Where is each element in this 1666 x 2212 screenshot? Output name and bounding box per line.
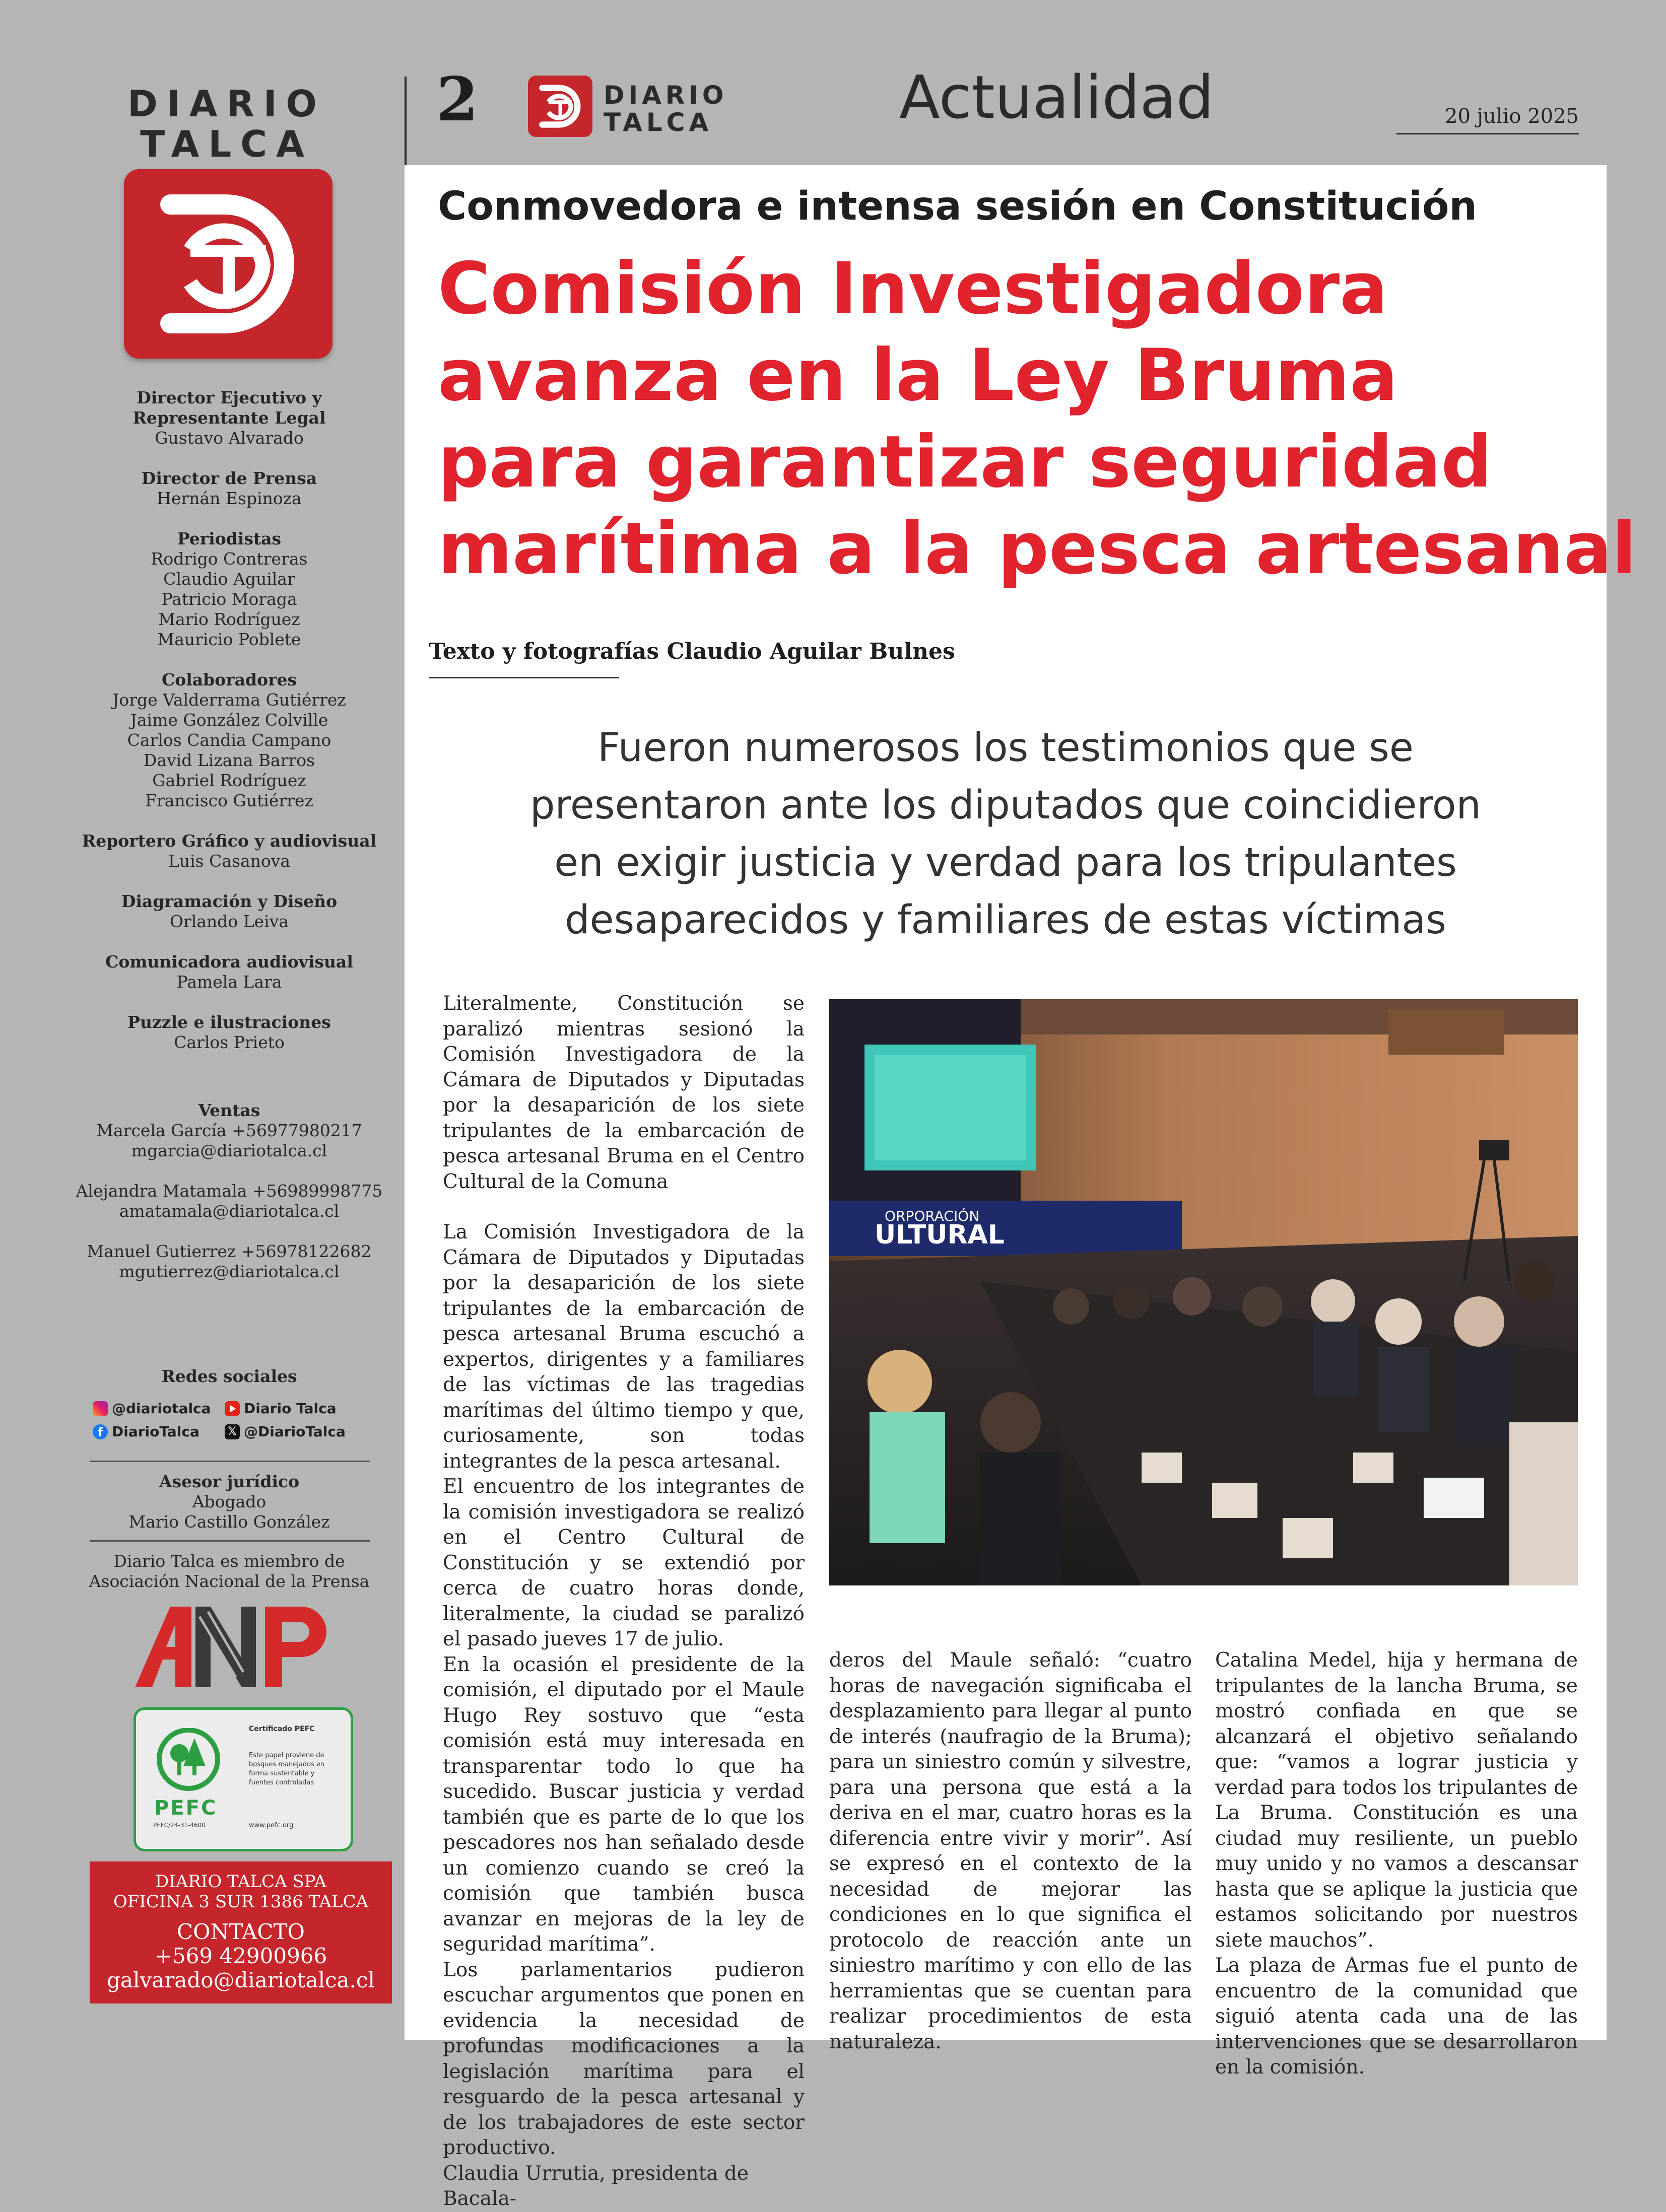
article-paragraph: El encuentro de los integrantes de la comisión investigadora se realizó en el Centro Cultural de Constitución y se extendió por cerca de cuatro horas donde, literalmente, la ciudad se paralizó el pasado jueves 17 de julio.: [443, 1475, 805, 1650]
masthead-brand-line2: TALCA: [140, 123, 313, 165]
article-paragraph: Claudia Urrutia, presidenta de Bacala-: [443, 2162, 749, 2210]
legal-role: Abogado: [192, 1492, 266, 1511]
pefc-description-line: fuentes controladas: [249, 1779, 314, 1786]
role-title: Director Ejecutivo y Representante Legal: [132, 388, 326, 428]
address-box: [90, 1861, 392, 2003]
contact-phone: Alejandra Matamala +56989998775: [76, 1181, 383, 1201]
role-title: Colaboradores: [161, 670, 297, 689]
sales-contact: [65, 1121, 393, 1161]
article-column-3: [1215, 1648, 1578, 2081]
deck-line: desaparecidos y familiares de estas víctimas: [565, 897, 1446, 943]
dt-logo-small-icon: [528, 76, 592, 137]
office-address: OFICINA 3 SUR 1386 TALCA: [113, 1892, 369, 1912]
anp-logo-icon: [135, 1602, 337, 1692]
role-names: Luis Casanova: [168, 851, 291, 871]
article-byline: Texto y fotografías Claudio Aguilar Bulnes: [429, 639, 955, 664]
sales-block: [65, 1100, 393, 1302]
article-photo: [829, 999, 1578, 1585]
dt-logo-icon: [124, 169, 332, 359]
social-x[interactable]: [225, 1423, 346, 1440]
role-title: Periodistas: [177, 529, 282, 548]
role-title: Reportero Gráfico y audiovisual: [82, 831, 377, 851]
legal-advisor: [65, 1472, 393, 1532]
role-title: Comunicadora audiovisual: [105, 952, 353, 972]
headline-line: marítima a la pesca artesanal: [438, 507, 1637, 590]
sales-contact: [65, 1241, 393, 1282]
role-names: Pamela Lara: [176, 972, 282, 992]
divider: [90, 1461, 370, 1462]
diario-talca-logo: [124, 169, 332, 359]
company-name: DIARIO TALCA SPA: [155, 1872, 326, 1892]
contact-email-main[interactable]: galvarado@diariotalca.cl: [107, 1968, 375, 1992]
role-title: Diagramación y Diseño: [121, 891, 338, 911]
staff-role: [65, 952, 393, 992]
staff-role: [65, 388, 393, 448]
pefc-description-line: forma sustentable y: [249, 1770, 315, 1777]
page-number: 2: [436, 64, 479, 135]
contact-email[interactable]: mgutierrez@diariotalca.cl: [119, 1262, 340, 1281]
social-title: Redes sociales: [161, 1366, 297, 1386]
commission-session-photo: [829, 999, 1578, 1585]
pefc-code: PEFC/24-31-4600: [153, 1822, 206, 1829]
contact-phone-main[interactable]: +569 42900966: [154, 1944, 327, 1968]
article-headline: [438, 246, 1637, 592]
article-paragraph: deros del Maule señaló: “cuatro horas de navegación significaba el desplazamiento para llegar al punto de interés (naufragio de la Bruma); para un siniestro común y silvestre, para una persona que está a la deriva en el mar, cuatro horas es la diferencia entre vivir y morir”. Así se expresó en el contexto de la necesidad de mejorar las condiciones en lo que significa el protocolo de reacción ante un siniestro marítimo y con ello de las herramientas que se cuentan para realizar procedimientos de esta naturaleza.: [829, 1649, 1192, 2053]
pefc-certificate-title: Certificado PEFC: [249, 1725, 315, 1733]
section-title: Actualidad: [899, 62, 1214, 132]
social-instagram[interactable]: [93, 1400, 211, 1417]
byline-rule: [429, 677, 619, 678]
article-paragraph: La plaza de Armas fue el punto de encuentro de la comunidad que siguió atenta cada una de las intervenciones que se desarrollaron en la comisión.: [1215, 1954, 1578, 2079]
article-column-2: [829, 1648, 1192, 2055]
article-deck: [425, 719, 1586, 949]
membership-note: [65, 1551, 393, 1592]
facebook-icon: f: [93, 1424, 108, 1439]
role-title: Puzzle e ilustraciones: [127, 1012, 331, 1032]
membership-line1: Diario Talca es miembro de: [113, 1551, 345, 1571]
contact-phone: Manuel Gutierrez +56978122682: [87, 1241, 372, 1261]
pefc-description: [249, 1751, 324, 1787]
contact-email[interactable]: amatamala@diariotalca.cl: [119, 1201, 340, 1221]
staff-roles: [65, 388, 393, 1073]
sales-contact: [65, 1181, 393, 1221]
instagram-icon: [93, 1401, 108, 1416]
staff-role: [65, 831, 393, 871]
x-icon: 𝕏: [225, 1424, 240, 1439]
instagram-handle[interactable]: @diariotalca: [112, 1400, 211, 1417]
headline-line: Comisión Investigadora: [438, 247, 1388, 330]
sales-title: Ventas: [198, 1100, 260, 1120]
role-names: Orlando Leiva: [169, 912, 289, 931]
pefc-description-line: Este papel proviene de: [249, 1752, 324, 1759]
pefc-label: PEFC: [154, 1796, 218, 1820]
header-brand-line2: TALCA: [604, 108, 713, 137]
role-names: Hernán Espinoza: [157, 489, 302, 508]
social-youtube[interactable]: [225, 1400, 337, 1417]
membership-line2: Asociación Nacional de la Prensa: [89, 1571, 370, 1591]
article-paragraph: Literalmente, Constitución se paralizó mientras sesionó la Comisión Investigadora de la Cámara de Diputados y Diputadas por la desaparición de los siete tripulantes de la embarcación de pesca artesanal Bruma en el Centro Cultural de la Comuna: [443, 992, 805, 1193]
date-rule: [1396, 133, 1579, 134]
legal-title: Asesor jurídico: [159, 1472, 300, 1491]
youtube-handle[interactable]: Diario Talca: [244, 1400, 337, 1417]
contact-email[interactable]: mgarcia@diariotalca.cl: [131, 1141, 327, 1160]
deck-line: en exigir justicia y verdad para los tripulantes: [554, 840, 1457, 885]
deck-line: presentaron ante los diputados que coincidieron: [530, 783, 1481, 828]
header-logo: [528, 76, 592, 137]
article-paragraph: La Comisión Investigadora de la Cámara de Diputados y Diputadas por la desaparición de los siete tripulantes de la embarcación de pesca artesanal Bruma escuchó a expertos, dirigentes y a familiares de las víctimas de las tragedias marítimas del último tiempo y que, curiosamente, son todas integrantes de la pesca artesanal.: [443, 1221, 805, 1473]
contact-phone: Marcela García +56977980217: [96, 1121, 362, 1140]
divider: [90, 1540, 370, 1542]
article-column-1: [443, 991, 805, 2212]
article-paragraph: En la ocasión el presidente de la comisión, el diputado por el Maule Hugo Rey sostuvo que “esta comisión está muy interesada en transparentar todo lo que ha sucedido. Buscar justicia y verdad también que es parte de lo que los pescadores nos han señalado desde un comienzo cuando se creó la comisión que también busca avanzar en mejoras de la ley de seguridad marítima”.: [443, 1653, 805, 1956]
social-facebook[interactable]: [93, 1423, 199, 1440]
pefc-description-line: bosques manejados en: [249, 1761, 325, 1768]
deck-line: Fueron numerosos los testimonios que se: [597, 725, 1414, 771]
role-names: Gustavo Alvarado: [155, 428, 304, 448]
role-names: Carlos Prieto: [174, 1032, 285, 1052]
headline-line: avanza en la Ley Bruma: [438, 334, 1398, 417]
staff-role: [65, 468, 393, 509]
staff-role: [65, 1012, 393, 1053]
header-brand-line1: DIARIO: [604, 81, 728, 110]
pefc-certificate: [134, 1707, 353, 1851]
article-paragraph: Catalina Medel, hija y hermana de tripulantes de la lancha Bruma, se mostró confiada en que se alcanzará el objetivo señalando que: “vamos a lograr justicia y verdad para todos los tripulantes de La Bruma. Constitución es una ciudad muy resiliente, un pueblo muy unido y no vamos a descansar hasta que se aplique la justicia que estamos solicitando por nuestros siete mauchos”.: [1215, 1649, 1578, 1952]
article-paragraph: Los parlamentarios pudieron escuchar argumentos que ponen en evidencia la necesidad de profundas modificaciones a la legislación marítima para el resguardo de la pesca artesanal y de los trabajadores de este sector productivo.: [443, 1958, 805, 2159]
contact-label: CONTACTO: [177, 1919, 305, 1944]
staff-role: [65, 891, 393, 932]
youtube-icon: [225, 1401, 240, 1416]
article-card: [405, 165, 1637, 2210]
staff-role: [65, 529, 393, 650]
staff-role: [65, 670, 393, 811]
role-title: Director de Prensa: [141, 468, 317, 488]
role-names: Jorge Valderrama Gutiérrez Jaime González Colville Carlos Candia Campano David Lizana Barros Gabriel Rodríguez Francisco Gutiérrez: [112, 690, 346, 810]
pefc-tree-icon: [153, 1728, 224, 1793]
facebook-handle[interactable]: DiarioTalca: [112, 1423, 199, 1440]
role-names: Rodrigo Contreras Claudio Aguilar Patricio Moraga Mario Rodríguez Mauricio Poblete: [151, 549, 308, 649]
photo-banner-line2: ULTURAL: [875, 1220, 1005, 1250]
legal-name: Mario Castillo González: [128, 1512, 330, 1532]
headline-line: para garantizar seguridad: [438, 421, 1493, 504]
article-kicker: Conmovedora e intensa sesión en Constitución: [438, 184, 1477, 229]
masthead-brand-line1: DIARIO: [127, 83, 326, 125]
x-handle[interactable]: @DiarioTalca: [244, 1423, 346, 1440]
pefc-url[interactable]: www.pefc.org: [249, 1822, 294, 1829]
anp-logo: [135, 1602, 337, 1692]
staff-column: [0, 0, 403, 2082]
issue-date: 20 julio 2025: [1445, 105, 1579, 128]
photo-banner-line1: ORPORACIÓN: [885, 1208, 980, 1224]
